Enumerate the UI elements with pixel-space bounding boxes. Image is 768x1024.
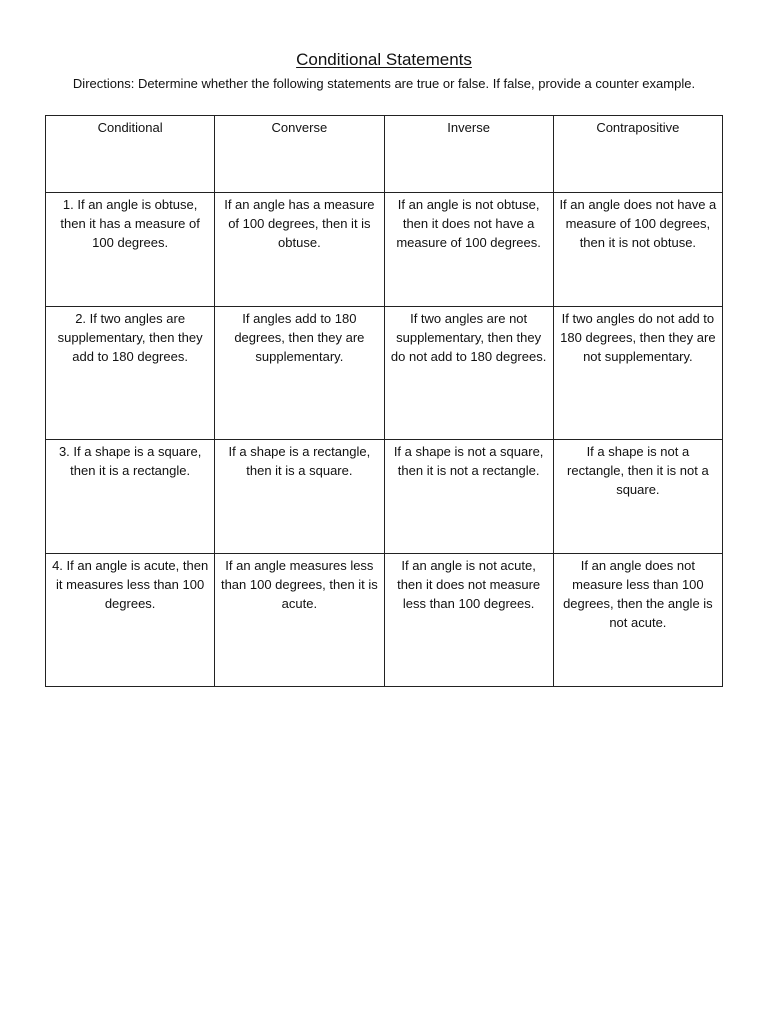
cell-inverse: If an angle is not acute, then it does not measure less than 100 degrees. — [384, 554, 553, 687]
cell-conditional: 3. If a shape is a square, then it is a rectangle. — [46, 440, 215, 554]
cell-conditional: 4. If an angle is acute, then it measures less than 100 degrees. — [46, 554, 215, 687]
table-row — [46, 193, 723, 307]
header-conditional: Conditional — [46, 116, 215, 193]
table-row — [46, 307, 723, 440]
conditional-statements-table — [45, 115, 723, 687]
cell-contrapositive: If two angles do not add to 180 degrees, then they are not supplementary. — [553, 307, 722, 440]
cell-converse: If angles add to 180 degrees, then they are supplementary. — [215, 307, 384, 440]
cell-conditional: 1. If an angle is obtuse, then it has a measure of 100 degrees. — [46, 193, 215, 307]
cell-contrapositive: If an angle does not have a measure of 100 degrees, then it is not obtuse. — [553, 193, 722, 307]
header-contrapositive: Contrapositive — [553, 116, 722, 193]
table-row — [46, 440, 723, 554]
table-row — [46, 554, 723, 687]
cell-converse: If a shape is a rectangle, then it is a square. — [215, 440, 384, 554]
table-header-row — [46, 116, 723, 193]
directions-text: Directions: Determine whether the following statements are true or false. If false, provide a counter example. — [72, 76, 696, 91]
cell-contrapositive: If an angle does not measure less than 100 degrees, then the angle is not acute. — [553, 554, 722, 687]
header-inverse: Inverse — [384, 116, 553, 193]
header-converse: Converse — [215, 116, 384, 193]
cell-inverse: If two angles are not supplementary, then they do not add to 180 degrees. — [384, 307, 553, 440]
cell-conditional: 2. If two angles are supplementary, then they add to 180 degrees. — [46, 307, 215, 440]
page-title: Conditional Statements — [296, 50, 472, 69]
cell-inverse: If an angle is not obtuse, then it does not have a measure of 100 degrees. — [384, 193, 553, 307]
cell-contrapositive: If a shape is not a rectangle, then it is not a square. — [553, 440, 722, 554]
cell-converse: If an angle measures less than 100 degrees, then it is acute. — [215, 554, 384, 687]
cell-converse: If an angle has a measure of 100 degrees, then it is obtuse. — [215, 193, 384, 307]
cell-inverse: If a shape is not a square, then it is not a rectangle. — [384, 440, 553, 554]
